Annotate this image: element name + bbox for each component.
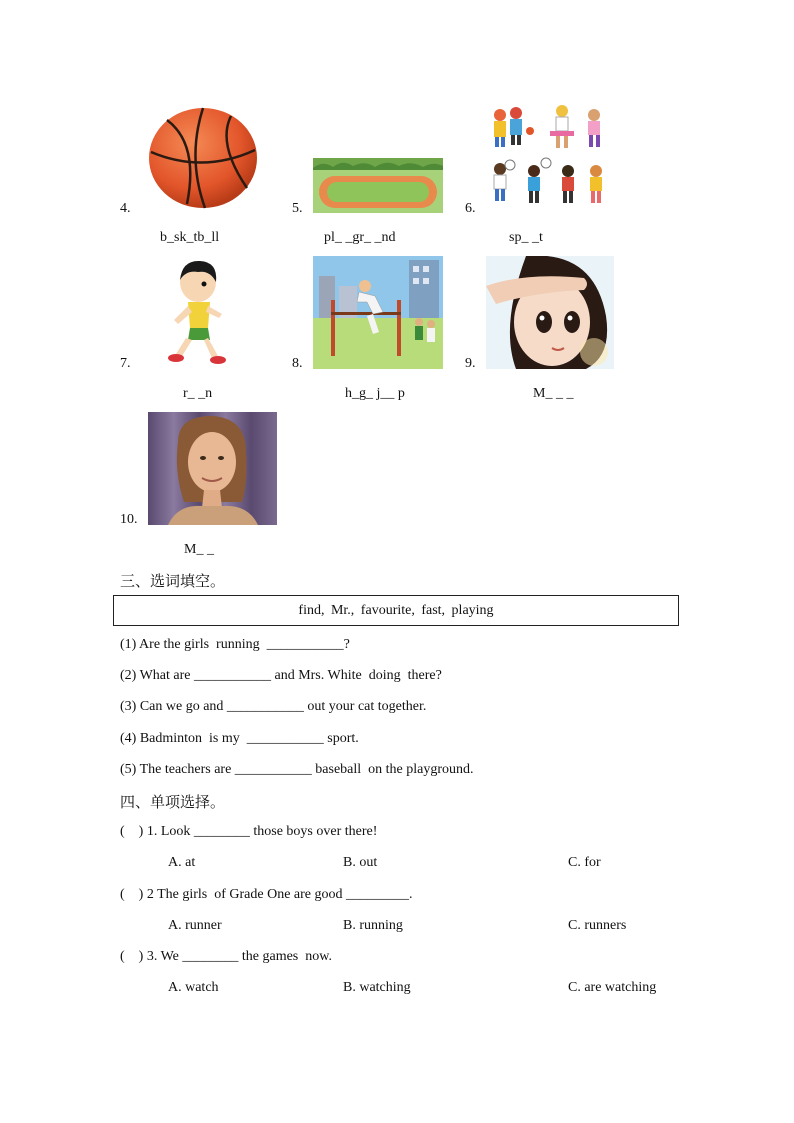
playground-picture <box>313 158 443 213</box>
word-hint: M_ _ _ <box>533 386 574 401</box>
woman-portrait-picture <box>148 412 277 525</box>
choice-option-b: B. running <box>343 918 403 933</box>
choice-option-c: C. are watching <box>568 980 657 995</box>
fill-blank-question: (3) Can we go and ___________ out your cat together. <box>120 699 427 714</box>
choice-question-stem: ( ) 3. We ________ the games now. <box>120 949 332 964</box>
word-hint: b_sk_tb_ll <box>160 230 220 245</box>
choice-question-stem: ( ) 1. Look ________ those boys over there! <box>120 824 378 839</box>
item-number: 5. <box>292 201 303 216</box>
word-bank: find, Mr., favourite, fast, playing <box>113 595 679 626</box>
children-sports-picture <box>486 103 612 210</box>
fill-blank-question: (4) Badminton is my ___________ sport. <box>120 731 359 746</box>
choice-option-c: C. for <box>568 855 601 870</box>
choice-option-b: B. watching <box>343 980 411 995</box>
item-number: 6. <box>465 201 476 216</box>
word-hint: M_ _ <box>184 542 214 557</box>
word-hint: pl_ _gr_ _nd <box>324 230 396 245</box>
section-four-title: 四、单项选择。 <box>120 793 226 811</box>
running-boy-picture <box>164 256 230 368</box>
choice-option-c: C. runners <box>568 918 627 933</box>
cartoon-girl-picture <box>486 256 614 369</box>
choice-option-b: B. out <box>343 855 378 870</box>
section-three-title: 三、选词填空。 <box>120 572 226 590</box>
choice-question-stem: ( ) 2 The girls of Grade One are good _________. <box>120 887 413 902</box>
word-hint: sp_ _t <box>509 230 543 245</box>
item-number: 7. <box>120 356 131 371</box>
basketball-picture <box>147 104 259 210</box>
item-number: 10. <box>120 512 138 527</box>
choice-option-a: A. watch <box>168 980 219 995</box>
item-number: 8. <box>292 356 303 371</box>
word-hint: h_g_ j__ p <box>345 386 405 401</box>
high-jump-picture <box>313 256 443 369</box>
fill-blank-question: (2) What are ___________ and Mrs. White doing there? <box>120 668 442 683</box>
item-number: 9. <box>465 356 476 371</box>
item-number: 4. <box>120 201 131 216</box>
fill-blank-question: (5) The teachers are ___________ baseball on the playground. <box>120 762 474 777</box>
choice-option-a: A. runner <box>168 918 222 933</box>
choice-option-a: A. at <box>168 855 196 870</box>
word-hint: r_ _n <box>183 386 213 401</box>
fill-blank-question: (1) Are the girls running ___________? <box>120 637 350 652</box>
